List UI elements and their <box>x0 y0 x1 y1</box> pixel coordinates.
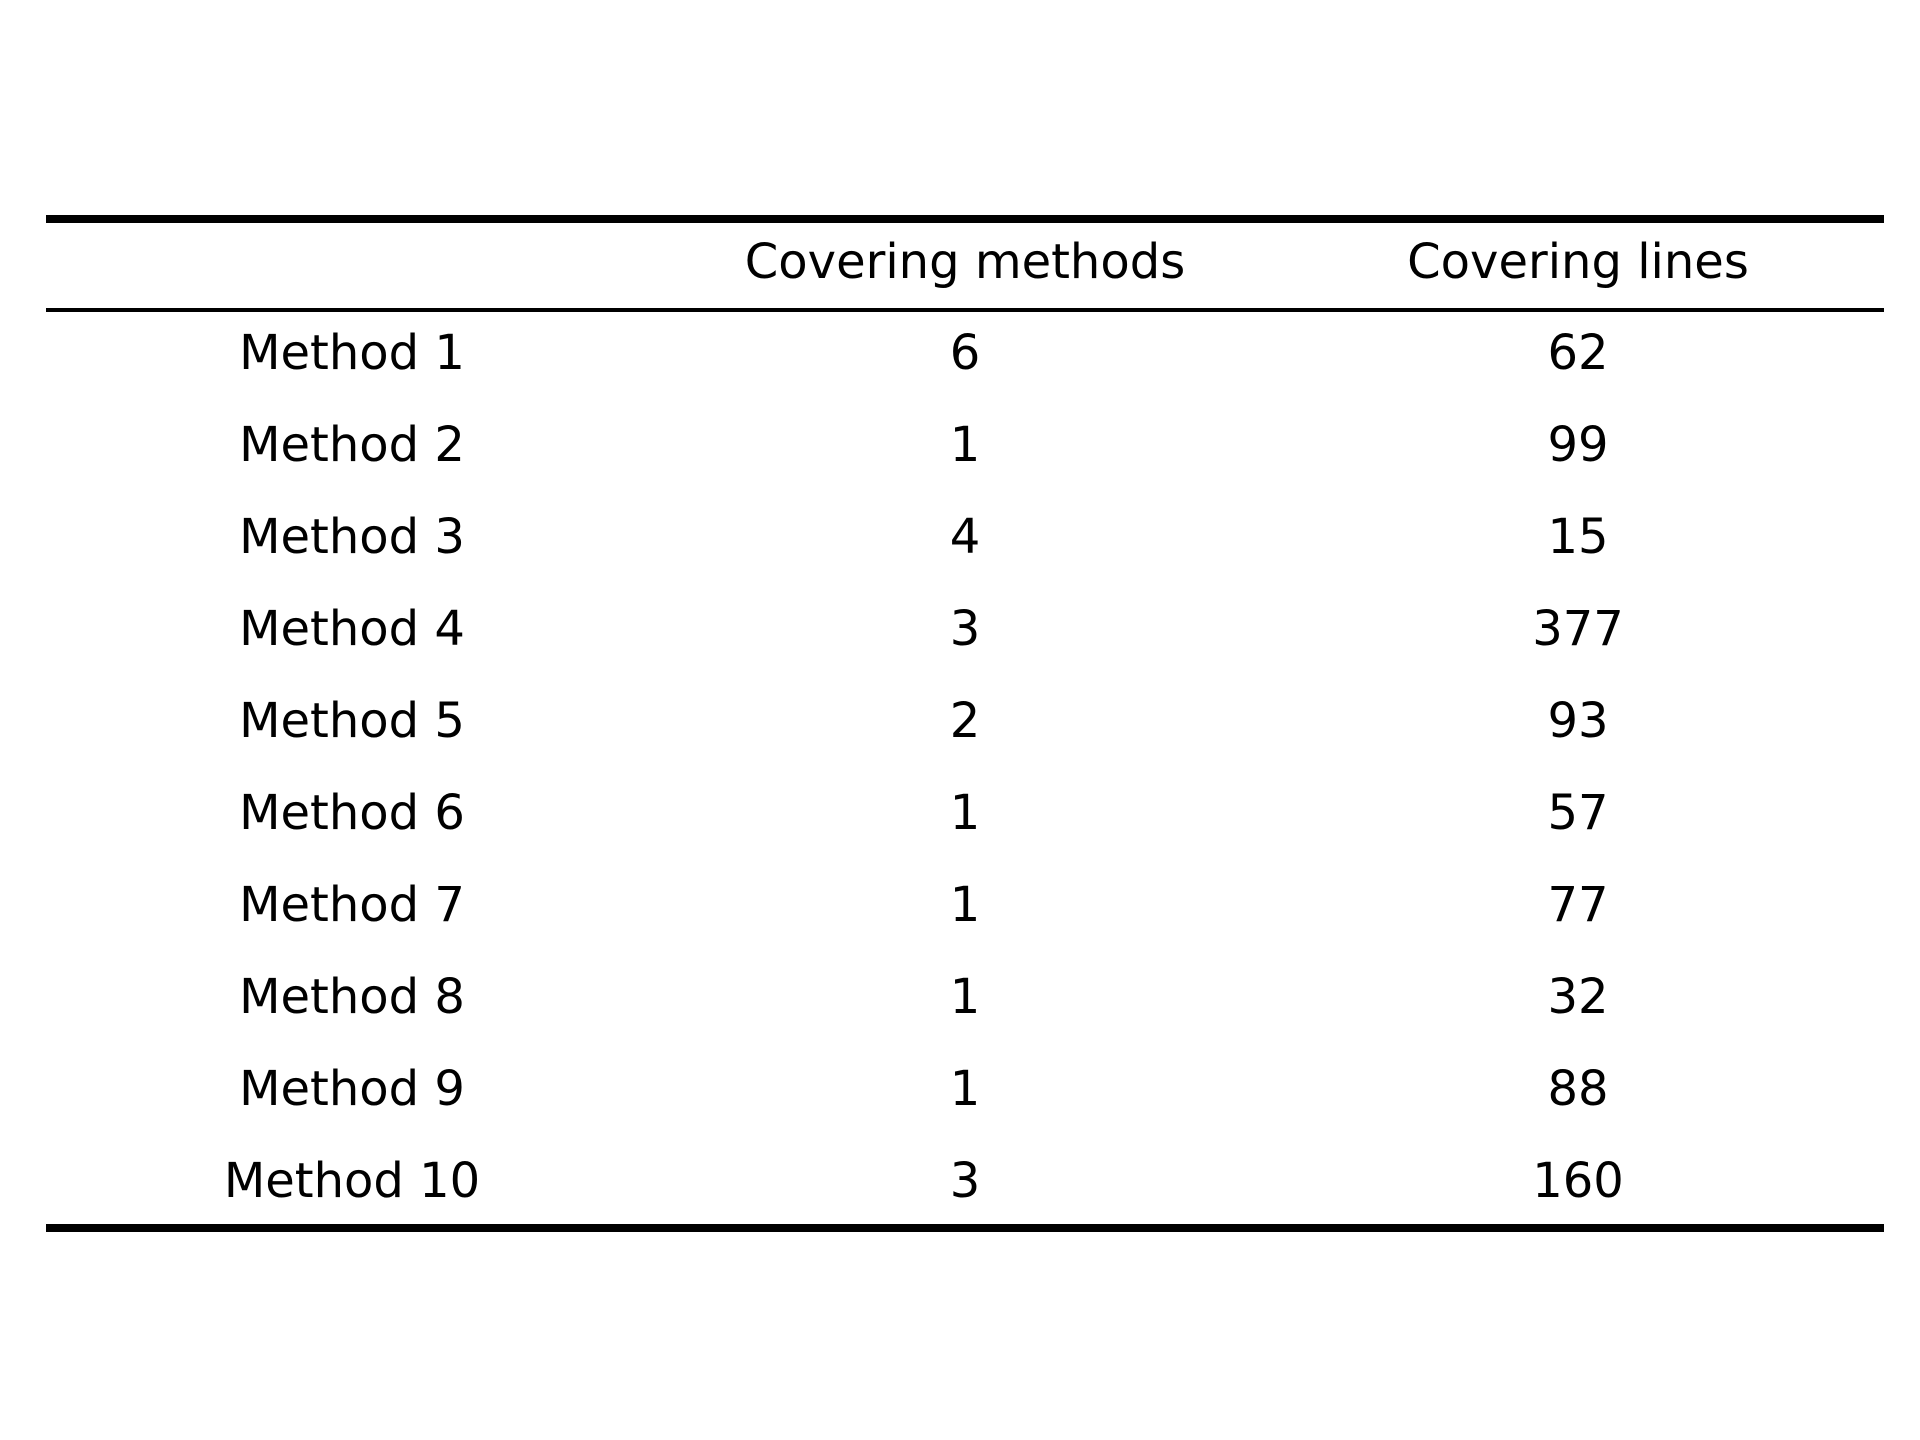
row-label-cell: Method 7 <box>239 877 465 933</box>
row-label-cell: Method 4 <box>239 601 465 657</box>
row-label-cell: Method 3 <box>239 509 465 565</box>
header-cell-covering-lines: Covering lines <box>1407 234 1749 290</box>
covering-methods-cell: 1 <box>949 785 981 841</box>
row-label-cell: Method 2 <box>239 417 465 473</box>
header-cell-covering-methods: Covering methods <box>744 234 1186 290</box>
row-label-cell: Method 9 <box>239 1061 465 1117</box>
covering-lines-cell: 160 <box>1532 1153 1624 1209</box>
covering-lines-cell: 15 <box>1547 509 1609 565</box>
covering-methods-cell: 3 <box>949 601 981 657</box>
covering-methods-cell: 6 <box>949 325 981 381</box>
covering-methods-cell: 2 <box>949 693 981 749</box>
covering-lines-cell: 93 <box>1547 693 1609 749</box>
covering-methods-cell: 1 <box>949 969 981 1025</box>
row-label-cell: Method 10 <box>223 1153 481 1209</box>
table-top-rule <box>46 215 1884 223</box>
covering-lines-cell: 57 <box>1547 785 1609 841</box>
row-label-cell: Method 1 <box>239 325 465 381</box>
covering-methods-cell: 1 <box>949 417 981 473</box>
covering-lines-cell: 99 <box>1547 417 1609 473</box>
covering-lines-cell: 77 <box>1547 877 1609 933</box>
covering-lines-cell: 88 <box>1547 1061 1609 1117</box>
row-label-cell: Method 8 <box>239 969 465 1025</box>
covering-lines-cell: 377 <box>1532 601 1624 657</box>
covering-methods-cell: 4 <box>949 509 981 565</box>
covering-methods-cell: 3 <box>949 1153 981 1209</box>
covering-lines-cell: 62 <box>1547 325 1609 381</box>
table-header-rule <box>46 308 1884 312</box>
header-cell-row-label <box>46 232 658 292</box>
covering-methods-cell: 1 <box>949 877 981 933</box>
covering-methods-cell: 1 <box>949 1061 981 1117</box>
table-bottom-rule <box>46 1224 1884 1232</box>
covering-lines-cell: 32 <box>1547 969 1609 1025</box>
row-label-cell: Method 6 <box>239 785 465 841</box>
row-label-cell: Method 5 <box>239 693 465 749</box>
